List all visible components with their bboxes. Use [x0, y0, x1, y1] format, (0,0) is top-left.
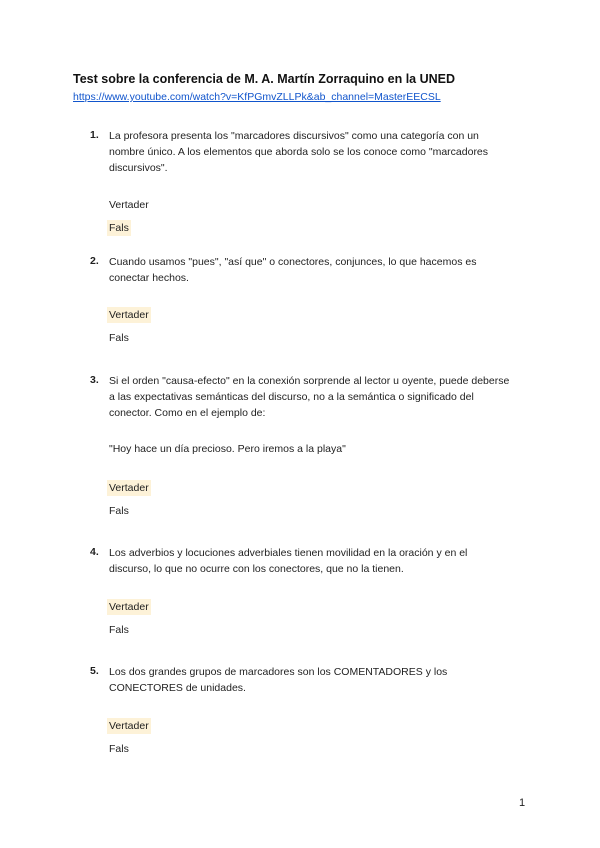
question-2-option-fals[interactable]: Fals [109, 332, 129, 344]
question-4-line-1: Los adverbios y locuciones adverbiales tienen movilidad en la oración y en el [109, 547, 468, 559]
question-2-number: 2. [90, 255, 99, 267]
question-1-option-vertader[interactable]: Vertader [109, 199, 149, 211]
document-title: Test sobre la conferencia de M. A. Martín Zorraquino en la UNED [73, 72, 456, 86]
question-5-option-fals[interactable]: Fals [109, 743, 129, 755]
question-3-option-fals[interactable]: Fals [109, 505, 129, 517]
question-2-text [109, 254, 529, 286]
question-3-number: 3. [90, 374, 99, 386]
question-3-option-vertader[interactable]: Vertader [109, 482, 149, 494]
question-3-line-2: a las expectativas semánticas del discurso, no a la semántica o significado del [109, 391, 474, 403]
question-4-option-vertader[interactable]: Vertader [109, 601, 149, 613]
question-4-text [109, 545, 529, 577]
question-5-line-2: CONECTORES de unidades. [109, 682, 246, 694]
question-3-line-3: conector. Como en el ejemplo de: [109, 407, 266, 419]
question-3-text [109, 373, 529, 421]
question-4-number: 4. [90, 546, 99, 558]
question-2-line-1: Cuando usamos "pues", "así que" o conectores, conjunces, lo que hacemos es [109, 256, 477, 268]
question-5-option-vertader[interactable]: Vertader [109, 720, 149, 732]
question-1-number: 1. [90, 129, 99, 141]
question-2-option-vertader[interactable]: Vertader [109, 309, 149, 321]
question-1-option-fals[interactable]: Fals [109, 222, 129, 234]
question-1-line-1: La profesora presenta los "marcadores discursivos" como una categoría con un [109, 130, 479, 142]
question-3-line-1: Si el orden "causa-efecto" en la conexión sorprende al lector u oyente, puede deberse [109, 375, 510, 387]
page-number: 1 [519, 797, 526, 809]
question-5-line-1: Los dos grandes grupos de marcadores son los COMENTADORES y los [109, 666, 448, 678]
question-5-text [109, 664, 529, 696]
question-5-number: 5. [90, 665, 99, 677]
youtube-link[interactable]: https://www.youtube.com/watch?v=KfPGmvZLLPk&ab_channel=MasterEECSL [73, 91, 441, 103]
question-1-text [109, 128, 529, 176]
question-1-line-3: discursivos". [109, 162, 168, 174]
question-4-line-2: discurso, lo que no ocurre con los conectores, que no la tienen. [109, 563, 404, 575]
question-2-line-2: conectar hechos. [109, 272, 189, 284]
question-1-line-2: nombre único. A los elementos que aborda solo se los conoce como "marcadores [109, 146, 489, 158]
question-3-example: "Hoy hace un día precioso. Pero iremos a la playa" [109, 443, 346, 455]
question-4-option-fals[interactable]: Fals [109, 624, 129, 636]
